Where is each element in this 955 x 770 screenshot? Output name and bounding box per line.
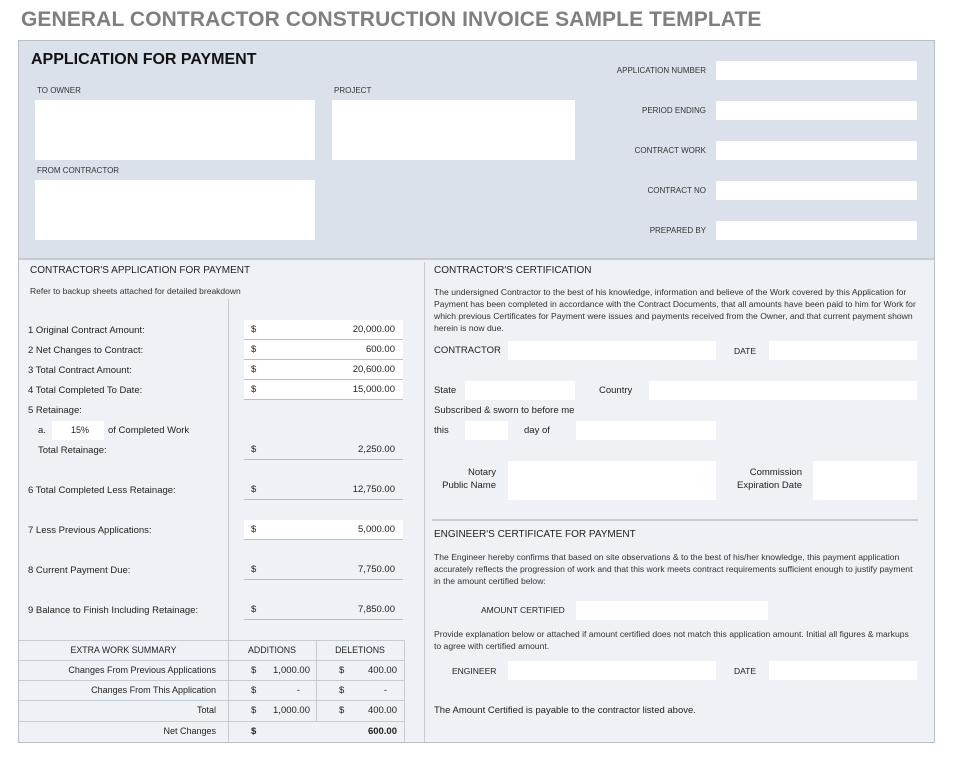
summary-row-border [19, 700, 404, 701]
row-label: 4 Total Completed To Date: [28, 385, 143, 396]
commission-label: Commission [749, 467, 802, 478]
date-label: DATE [734, 346, 757, 356]
engineer-certificate-title: ENGINEER'S CERTIFICATE FOR PAYMENT [434, 529, 636, 540]
left-inner-divider [228, 299, 229, 641]
dollar-sign: $ [251, 484, 257, 495]
row-label: 3 Total Contract Amount: [28, 365, 132, 376]
contractor-application-title: CONTRACTOR'S APPLICATION FOR PAYMENT [30, 265, 251, 276]
additions-header: ADDITIONS [248, 645, 296, 655]
expiration-date-label: Expiration Date [737, 480, 802, 491]
date-field[interactable] [769, 341, 917, 360]
this-label: this [434, 425, 449, 436]
row-label: 5 Retainage: [28, 405, 82, 416]
engineer-field[interactable] [508, 661, 716, 680]
month-field[interactable] [576, 421, 716, 440]
contract-work-label: CONTRACT WORK [634, 146, 706, 155]
dollar-sign: $ [251, 344, 257, 355]
explanation-text: Provide explanation below or attached if amount certified does not match this application amount. Initial all figures & markups to agree with certified amount. [434, 629, 909, 651]
amount-value: 2,250.00 [358, 444, 395, 455]
amount-value: 7,850.00 [358, 604, 395, 615]
row-label: 8 Current Payment Due: [28, 565, 131, 576]
dollar-sign: $ [251, 604, 257, 615]
country-label: Country [599, 385, 633, 396]
prepared-by-field[interactable] [716, 221, 917, 240]
dollar-sign: $ [251, 726, 257, 737]
amount-value: 20,000.00 [352, 324, 395, 335]
application-number-field[interactable] [716, 61, 917, 80]
amount-value: 5,000.00 [358, 524, 395, 535]
contractor-label: CONTRACTOR [434, 345, 501, 356]
row-label: 9 Balance to Finish Including Retainage: [28, 605, 199, 616]
summary-row-border [19, 680, 404, 681]
summary-divider-1 [228, 640, 229, 742]
dollar-sign: $ [251, 524, 257, 535]
state-label: State [434, 385, 457, 396]
from-contractor-label: FROM CONTRACTOR [37, 166, 120, 175]
commission-expiration-field[interactable] [813, 461, 917, 500]
day-field[interactable] [465, 421, 508, 440]
retainage-percent: 15% [71, 425, 90, 435]
completed-work-label: of Completed Work [108, 425, 190, 436]
to-owner-label: TO OWNER [37, 86, 81, 95]
notary-public-name-field[interactable] [508, 461, 716, 500]
dollar-sign: $ [251, 324, 257, 335]
amount-value: 600.00 [365, 344, 395, 355]
dollar-sign: $ [339, 685, 345, 696]
summary-row-border [19, 721, 404, 722]
retainage-a-label: a. [38, 425, 46, 436]
contract-no-field[interactable] [716, 181, 917, 200]
column-divider [424, 262, 425, 742]
row-label: Total Retainage: [38, 445, 107, 456]
current-payment-due-amount[interactable] [244, 560, 403, 580]
deletion-value: - [383, 685, 387, 696]
certification-text: The undersigned Contractor to the best of his knowledge, information and believe of the Work covered by this Application for Payment has been completed in accordance with the Contract Documents, that all amounts have been paid to him for Work for which previous Certificates for Payment were issues and payments received from the Owner, and that current payment shown herein is now due. [434, 287, 916, 333]
total-retainage-amount[interactable] [244, 440, 403, 460]
dollar-sign: $ [339, 665, 345, 676]
net-changes-value: 600.00 [367, 726, 397, 737]
balance-to-finish-amount[interactable] [244, 600, 403, 620]
engineer-date-field[interactable] [769, 661, 917, 680]
to-owner-field[interactable] [35, 100, 315, 160]
completed-less-retainage-amount[interactable] [244, 480, 403, 500]
dollar-sign: $ [251, 665, 257, 676]
dollar-sign: $ [251, 384, 257, 395]
amount-certified-field[interactable] [576, 601, 768, 620]
deletions-header: DELETIONS [335, 645, 385, 655]
prepared-by-label: PREPARED BY [649, 226, 706, 235]
state-field[interactable] [465, 381, 575, 400]
dollar-sign: $ [251, 685, 257, 696]
deletion-value: 400.00 [367, 665, 397, 676]
summary-row-label: Changes From This Application [91, 685, 216, 695]
total-completed-amount[interactable] [244, 380, 403, 400]
period-ending-field[interactable] [716, 101, 917, 120]
contractor-certification-title: CONTRACTOR'S CERTIFICATION [434, 265, 592, 276]
engineer-section-divider [432, 519, 918, 521]
addition-value: - [296, 685, 300, 696]
amount-value: 15,000.00 [352, 384, 395, 395]
row-label: 2 Net Changes to Contract: [28, 345, 144, 356]
project-label: PROJECT [334, 86, 372, 95]
day-of-label: day of [524, 425, 550, 436]
from-contractor-field[interactable] [35, 180, 315, 240]
summary-row-label: Changes From Previous Applications [68, 665, 216, 675]
summary-top-border [19, 640, 404, 641]
addition-value: 1,000.00 [273, 665, 310, 676]
engineer-text: The Engineer hereby confirms that based on site observations & to the best of his/her knowledge, this payment application accurately reflects the progression of work and that this work meets contract requirements sufficient enough to justify payment in the amount certified below: [434, 552, 913, 586]
row-label: 7 Less Previous Applications: [28, 525, 152, 536]
engineer-label: ENGINEER [452, 666, 497, 676]
amount-value: 12,750.00 [352, 484, 395, 495]
dollar-sign: $ [339, 705, 345, 716]
application-title: APPLICATION FOR PAYMENT [31, 51, 257, 68]
contract-no-label: CONTRACT NO [647, 186, 706, 195]
summary-row-border [19, 660, 404, 661]
deletion-value: 400.00 [367, 705, 397, 716]
original-contract-amount[interactable] [244, 320, 403, 340]
summary-divider-3 [404, 640, 405, 742]
application-number-label: APPLICATION NUMBER [616, 66, 706, 75]
net-changes-amount[interactable] [244, 340, 403, 360]
page-title: GENERAL CONTRACTOR CONSTRUCTION INVOICE SAMPLE TEMPLATE [21, 8, 762, 31]
dollar-sign: $ [251, 364, 257, 375]
extra-work-summary-header: EXTRA WORK SUMMARY [70, 645, 177, 655]
dollar-sign: $ [251, 564, 257, 575]
row-label: 1 Original Contract Amount: [28, 325, 145, 336]
net-changes-label: Net Changes [163, 726, 216, 736]
subscribed-label: Subscribed & sworn to before me [434, 405, 575, 416]
notary-label: Notary [468, 467, 496, 478]
addition-value: 1,000.00 [273, 705, 310, 716]
engineer-date-label: DATE [734, 666, 757, 676]
amount-value: 20,600.00 [352, 364, 395, 375]
retainage-percent-field[interactable] [52, 421, 104, 440]
amount-certified-label: AMOUNT CERTIFIED [481, 605, 565, 615]
dollar-sign: $ [251, 444, 257, 455]
backup-note: Refer to backup sheets attached for detailed breakdown [30, 286, 241, 296]
public-name-label: Public Name [442, 480, 496, 491]
contract-work-field[interactable] [716, 141, 917, 160]
country-field[interactable] [649, 381, 917, 400]
summary-row-label: Total [196, 705, 216, 715]
period-ending-label: PERIOD ENDING [641, 106, 706, 115]
contractor-field[interactable] [508, 341, 716, 360]
row-label: 6 Total Completed Less Retainage: [28, 485, 176, 496]
less-previous-applications-amount[interactable] [244, 520, 403, 540]
dollar-sign: $ [251, 705, 257, 716]
total-contract-amount[interactable] [244, 360, 403, 380]
payable-text: The Amount Certified is payable to the contractor listed above. [434, 705, 696, 716]
amount-value: 7,750.00 [358, 564, 395, 575]
